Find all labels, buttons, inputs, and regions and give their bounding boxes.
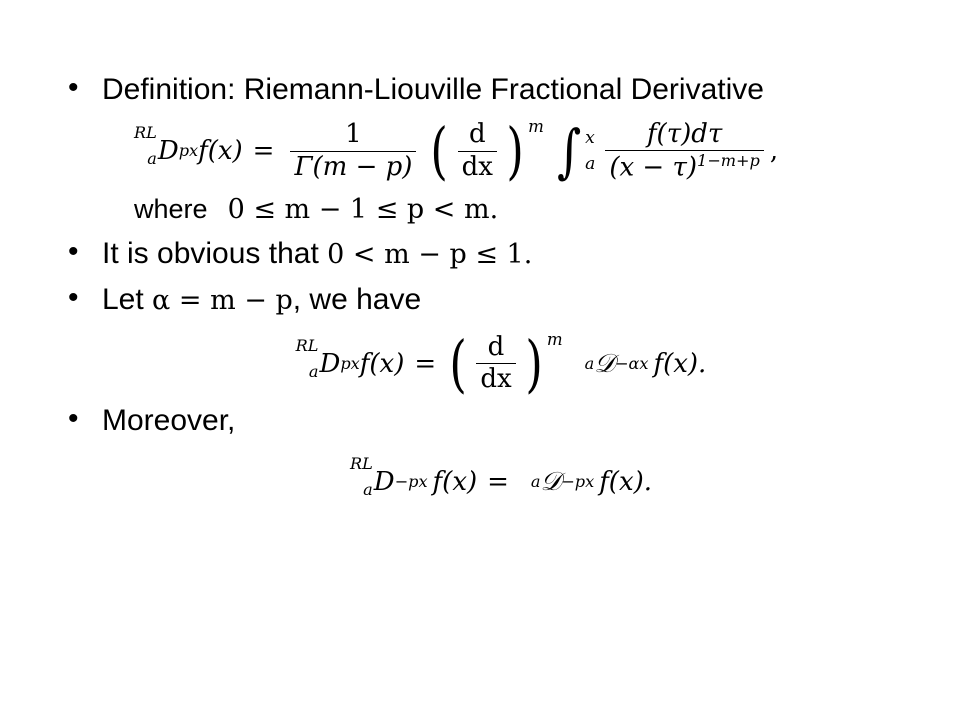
paren-exponent-m: m: [528, 117, 544, 137]
integrand-numerator: f(τ)dτ: [646, 118, 723, 149]
alpha-rhs-argument: f(x).: [653, 348, 707, 379]
fraction-d-over-dx: [458, 120, 497, 181]
negp-prescript-superscript: RL: [349, 454, 373, 474]
prescript-subscript: a: [147, 149, 157, 169]
alpha-rhs-subscript: x: [639, 354, 649, 374]
alpha-operator-subscript: x: [350, 354, 360, 374]
fraction-numerator: 1: [345, 119, 362, 150]
equation-rl-definition: [134, 113, 900, 187]
obvious-math: 0 < m − p ≤ 1.: [327, 239, 533, 271]
operator-exponent: p: [178, 141, 189, 161]
alpha-paren-exponent-m: m: [546, 330, 563, 350]
alpha-equals-sign: =: [414, 348, 437, 379]
alpha-fraction-d-over-dx: [476, 333, 515, 394]
integral-lower-limit: a: [585, 154, 596, 175]
definition-text: Definition: Riemann-Liouville Fractional Derivative: [102, 73, 764, 106]
negp-operator-argument: f(x): [432, 466, 478, 497]
negp-rhs-subscript: x: [585, 472, 595, 492]
negp-prescript-RL-a: [350, 448, 373, 500]
obvious-text: It is obvious that: [102, 237, 328, 271]
list-item-moreover: [60, 401, 900, 509]
equation-negative-p-form: [102, 456, 900, 508]
prescript-RL-a: [134, 117, 157, 169]
alpha-operator-argument: f(x): [359, 348, 405, 379]
alpha-operator-exponent: p: [340, 354, 351, 374]
integrand-den-exponent: 1−m+p: [697, 150, 760, 170]
negp-prescript-subscript: a: [363, 480, 373, 500]
alpha-rhs-prescript: a: [584, 354, 595, 374]
where-label: where: [134, 194, 208, 225]
negp-rhs-argument: f(x).: [599, 466, 653, 497]
where-condition-line: [134, 192, 900, 228]
integrand-fraction: [605, 120, 764, 183]
integrand-den-base: (x − τ): [609, 152, 698, 183]
integral-limits: [585, 124, 595, 178]
dx-denominator: dx: [458, 151, 497, 182]
alpha-right-paren: ): [525, 326, 543, 400]
negp-rhs-prescript: a: [530, 472, 541, 492]
operator-D: D: [157, 135, 179, 166]
operator-argument: f(x): [198, 135, 243, 166]
integrand-denominator: [605, 150, 764, 183]
list-item-definition: [60, 70, 900, 228]
derivative-operator-group: [427, 113, 544, 187]
moreover-text: Moreover,: [102, 403, 236, 437]
let-text-before: Let: [102, 282, 153, 316]
integral-sign-icon: ∫: [556, 116, 582, 185]
alpha-dx-denominator: dx: [476, 363, 515, 394]
integral-upper-limit: x: [585, 128, 595, 149]
where-condition-math: 0 ≤ m − 1 ≤ p < m.: [227, 194, 499, 226]
fraction-denominator: Γ(m − p): [290, 151, 416, 182]
operator-subscript: x: [189, 141, 199, 161]
alpha-operator-D: D: [319, 348, 341, 379]
prescript-superscript: RL: [134, 123, 157, 143]
right-paren: ): [506, 113, 524, 187]
negp-rhs-operator: 𝒟: [540, 466, 562, 497]
negp-operator-subscript: x: [418, 472, 428, 492]
alpha-prescript-superscript: RL: [295, 335, 319, 355]
alpha-rhs-operator: 𝒟: [594, 348, 615, 379]
alpha-derivative-operator-group: [446, 326, 563, 400]
let-text-after: , we have: [292, 282, 422, 316]
bullet-list: [60, 70, 900, 508]
alpha-d-numerator: d: [487, 332, 505, 363]
negp-operator-exponent: −p: [394, 472, 419, 492]
equation-alpha-form: [102, 326, 900, 400]
alpha-prescript-RL-a: [296, 330, 319, 382]
list-item-obvious: [60, 234, 900, 274]
let-math: α = m − p: [152, 284, 293, 316]
negp-rhs-exponent: −p: [561, 472, 586, 492]
left-paren: (: [430, 113, 449, 187]
equals-sign: =: [252, 135, 275, 166]
negp-operator-D: D: [373, 466, 395, 497]
alpha-left-paren: (: [449, 326, 467, 400]
list-item-let: [60, 280, 900, 400]
fraction-one-over-gamma: [290, 120, 416, 181]
alpha-rhs-exponent: −α: [614, 354, 640, 374]
negp-equals-sign: =: [487, 466, 509, 497]
equation-comma: ,: [769, 135, 779, 166]
d-numerator: d: [468, 119, 486, 150]
alpha-prescript-subscript: a: [308, 361, 319, 381]
